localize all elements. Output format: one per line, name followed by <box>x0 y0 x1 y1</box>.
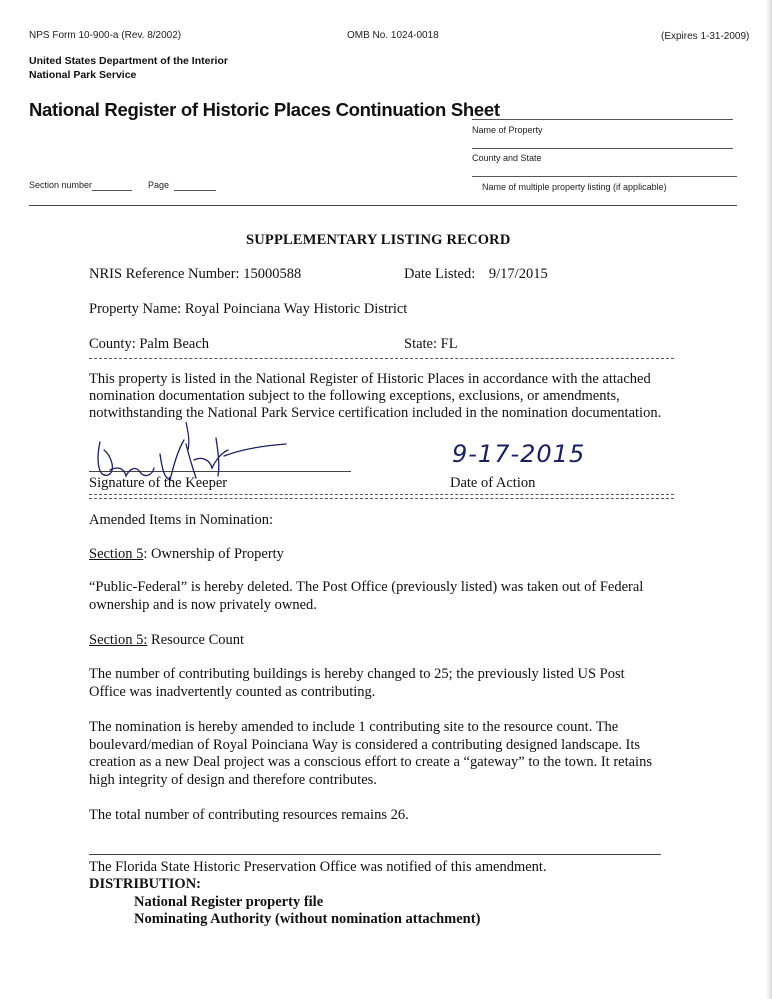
page-label: Page <box>148 180 170 190</box>
form-revision: (Rev. 8/2002) <box>121 30 182 41</box>
county <box>89 336 209 354</box>
property-name-value: Royal Poinciana Way Historic District <box>184 301 408 317</box>
nris-value: 15000588 <box>243 266 302 282</box>
county-label: County: <box>89 336 136 352</box>
state-value: FL <box>440 336 458 352</box>
nris-label: NRIS Reference Number: <box>89 266 240 282</box>
resource-count-paragraph-1: The number of contributing buildings is hereby changed to 25; the previously listed US Post Office was inadvertently counted as contributing. <box>89 666 625 700</box>
record-heading: SUPPLEMENTARY LISTING RECORD <box>246 232 511 248</box>
state-label: State: <box>404 336 438 352</box>
expiration-date: (Expires 1-31-2009) <box>661 31 750 42</box>
section-ownership-heading <box>89 546 284 564</box>
section-number-label: Section number <box>29 180 93 190</box>
page-title: National Register of Historic Places Continuation Sheet <box>29 99 500 120</box>
distribution-label: DISTRIBUTION: <box>89 876 201 892</box>
double-dashed-divider <box>89 494 674 499</box>
form-id <box>29 30 181 41</box>
service-name: National Park Service <box>29 69 137 81</box>
property-name <box>89 301 407 319</box>
header-divider <box>29 205 737 206</box>
multiple-listing-line <box>472 176 737 177</box>
form-number: NPS Form 10-900-a <box>29 30 119 41</box>
section-number-blank <box>92 190 132 191</box>
county-state-line <box>472 148 733 149</box>
signature-label: Signature of the Keeper <box>89 475 228 491</box>
department-name: United States Department of the Interior <box>29 55 228 67</box>
property-name-label: Property Name: <box>89 301 182 317</box>
county-value: Palm Beach <box>139 336 210 352</box>
omb-number: OMB No. 1024-0018 <box>347 30 439 41</box>
date-listed-label: Date Listed: <box>404 266 476 282</box>
signature-handwriting-text <box>0 0 1 1</box>
page-number-blank <box>174 190 216 191</box>
section-resource-count-heading <box>89 632 244 650</box>
shpo-notice: The Florida State Historic Preservation Office was notified of this amendment. <box>89 859 547 875</box>
resource-count-paragraph-2: The nomination is hereby amended to include 1 contributing site to the resource count. The boulevard/median of Royal Poinciana Way is considered a contributing designed landscape. Its creation as a new Deal project was a conscious effort to create a “gateway” to the town. It retains high integrity of design and therefore contributes. <box>89 719 652 788</box>
date-of-action-label: Date of Action <box>450 475 536 491</box>
page-edge-shadow <box>766 0 772 999</box>
multiple-listing-label: Name of multiple property listing (if applicable) <box>482 182 667 192</box>
section-resource-count-number: Section 5: <box>89 632 148 648</box>
dashed-divider <box>89 358 674 359</box>
section-ownership-title: : Ownership of Property <box>143 546 284 562</box>
county-state-label: County and State <box>472 153 542 163</box>
name-of-property-label: Name of Property <box>472 125 543 135</box>
footer-divider <box>89 854 661 855</box>
date-listed-value: 9/17/2015 <box>488 266 548 282</box>
date-listed <box>404 266 548 284</box>
section-resource-count-title: Resource Count <box>147 632 245 648</box>
distribution-item: Nominating Authority (without nomination attachment) <box>134 911 481 927</box>
ownership-amendment-text: “Public-Federal” is hereby deleted. The Post Office (previously listed) was taken out of Federal ownership and is now privately owned. <box>89 579 644 613</box>
name-of-property-line <box>472 119 733 120</box>
nris-reference <box>89 266 301 284</box>
distribution-item: National Register property file <box>134 894 324 910</box>
resource-count-paragraph-3: The total number of contributing resources remains 26. <box>89 807 409 823</box>
section-ownership-number: Section 5 <box>89 546 144 562</box>
listing-statement: This property is listed in the National Register of Historic Places in accordance with the attached nomination documentation subject to the following exceptions, exclusions, or amendments, notwithstanding the National Park Service certification included in the nomination documentation. <box>89 371 662 421</box>
state <box>404 336 458 354</box>
amended-items-intro: Amended Items in Nomination: <box>89 512 274 528</box>
handwritten-date-of-action: 9-17-2015 <box>452 440 586 468</box>
